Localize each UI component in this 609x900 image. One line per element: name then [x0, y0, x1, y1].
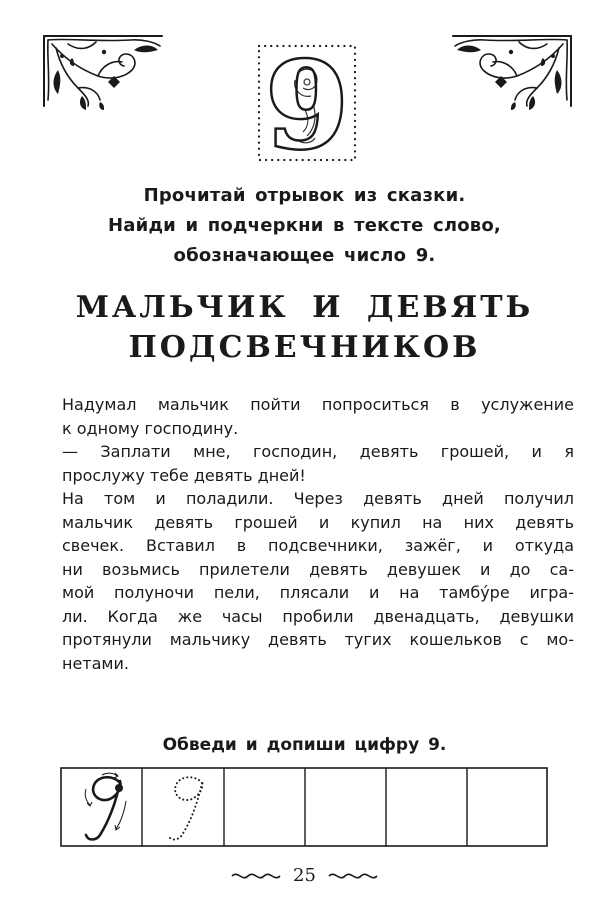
story-line: протянули мальчику девять тугих кошельков с мо-	[62, 630, 574, 649]
decorative-digit-nine	[257, 44, 357, 162]
story-line: — Заплати мне, господин, девять грошей, и я	[62, 442, 574, 461]
story-line: ни возьмись прилетели девять девушек и до са-	[62, 559, 574, 579]
story-line: Надумал мальчик пойти попроситься в услужение	[62, 395, 574, 414]
story-title	[40, 288, 569, 368]
story-title-line: МАЛЬЧИК И ДЕВЯТЬ	[75, 290, 534, 325]
instruction-text	[40, 181, 569, 271]
floral-corner-ornament-icon	[38, 30, 168, 112]
story-line: мой полуночи пели, плясали и на тамбу́ре игра-	[62, 583, 574, 602]
story-text	[62, 393, 574, 675]
story-line: к одному господину.	[62, 418, 239, 438]
story-line: нетами.	[62, 653, 129, 673]
story-line: На том и поладили. Через девять дней получил	[62, 489, 574, 508]
grid-cell-dividers	[142, 768, 467, 846]
page-number	[0, 865, 609, 891]
story-title-line: ПОДСВЕЧНИКОВ	[128, 330, 481, 365]
sample-handwritten-nine	[85, 773, 126, 840]
digit-nine-text: 9	[265, 44, 349, 162]
instruction-line: Прочитай отрывок из сказки.	[143, 185, 466, 206]
dotted-nine-trace	[168, 777, 203, 839]
story-line: свечек. Вставил в подсвечники, зажёг, и откуда	[62, 536, 574, 555]
tracing-grid[interactable]	[60, 767, 548, 847]
instruction-line: Найди и подчеркни в тексте слово,	[108, 215, 501, 236]
floral-corner-ornament-icon	[447, 30, 577, 112]
instruction-line: обозначающее число 9.	[173, 245, 436, 266]
page-number-text: 25	[293, 865, 316, 886]
story-line: мальчик девять грошей и купил на них девять	[62, 512, 574, 532]
trace-task-title: Обведи и допиши цифру 9.	[162, 735, 447, 755]
story-line: ли. Когда же часы пробили двенадцать, девушки	[62, 606, 574, 626]
wave-ornament-icon	[327, 870, 379, 882]
story-line: прослужу тебе девять дней!	[62, 465, 306, 485]
wave-ornament-icon	[230, 870, 282, 882]
